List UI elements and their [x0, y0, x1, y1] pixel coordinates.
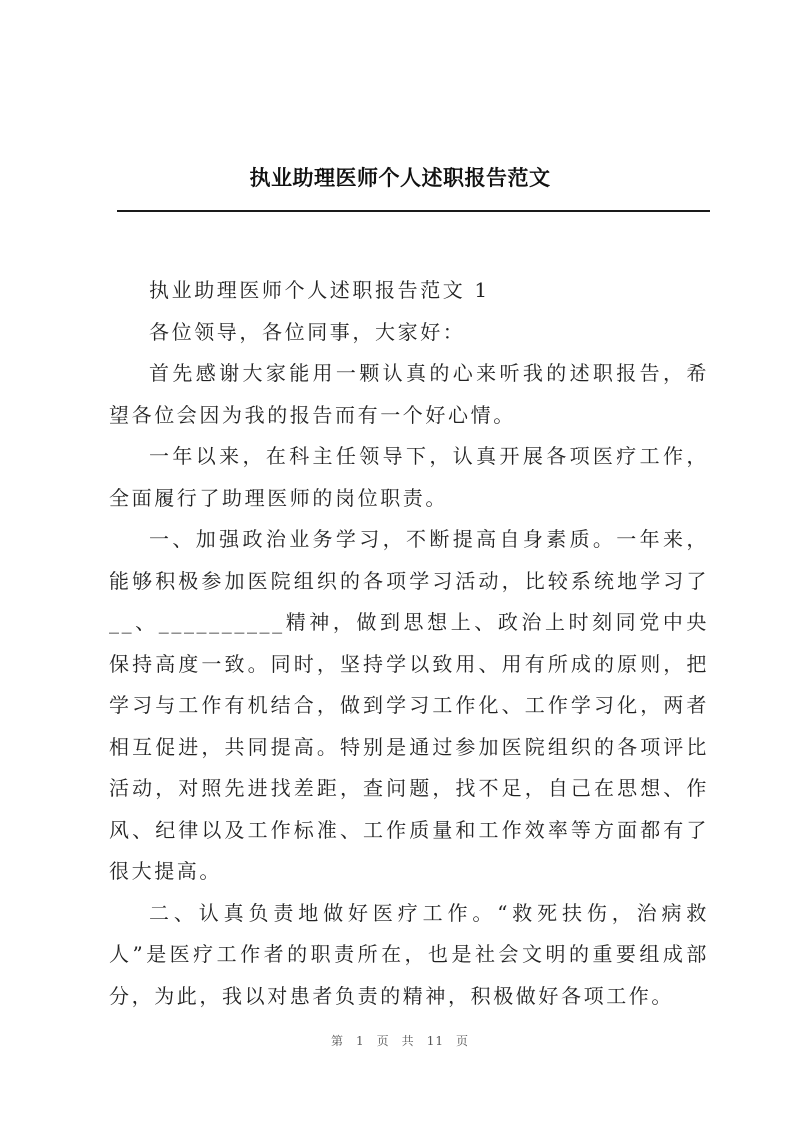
footer-page-number: 1	[356, 1034, 365, 1048]
paragraph-heading: 执业助理医师个人述职报告范文 1	[149, 278, 490, 302]
paragraph: 一年以来，在科主任领导下，认真开展各项医疗工作，全面履行了助理医师的岗位职责。	[109, 444, 709, 510]
footer-total-label: 共	[401, 1034, 415, 1048]
paragraph: 二、认真负责地做好医疗工作。“救死扶伤，治病救人”是医疗工作者的职责所在，也是社会文明的重要组成部分，为此，我以对患者负责的精神，积极做好各项工作。	[109, 900, 709, 1008]
paragraph: 一、加强政治业务学习，不断提高自身素质。一年来，能够积极参加医院组织的各项学习活动，比较系统地学习了__、__________精神，做到思想上、政治上时刻同党中央保持高度一致。同时，坚持学以致用、用有所成的原则，把学习与工作有机结合，做到学习工作化、工作学习化，两者相互促进，共同提高。特别是通过参加医院组织的各项评比活动，对照先进找差距，查问题，找不足，自己在思想、作风、纪律以及工作标准、工作质量和工作效率等方面都有了很大提高。	[109, 527, 709, 883]
paragraph-greeting: 各位领导，各位同事，大家好：	[149, 319, 466, 344]
footer-page-unit: 页	[376, 1034, 390, 1048]
page-title: 执业助理医师个人述职报告范文	[249, 166, 551, 190]
footer-total-pages: 11	[426, 1034, 444, 1048]
document-body	[109, 270, 709, 1017]
page-footer	[0, 1032, 800, 1049]
footer-total-unit: 页	[455, 1034, 469, 1048]
title-divider	[117, 210, 710, 212]
paragraph: 首先感谢大家能用一颗认真的心来听我的述职报告，希望各位会因为我的报告而有一个好心情。	[109, 361, 709, 427]
footer-page-label: 第	[331, 1034, 345, 1048]
